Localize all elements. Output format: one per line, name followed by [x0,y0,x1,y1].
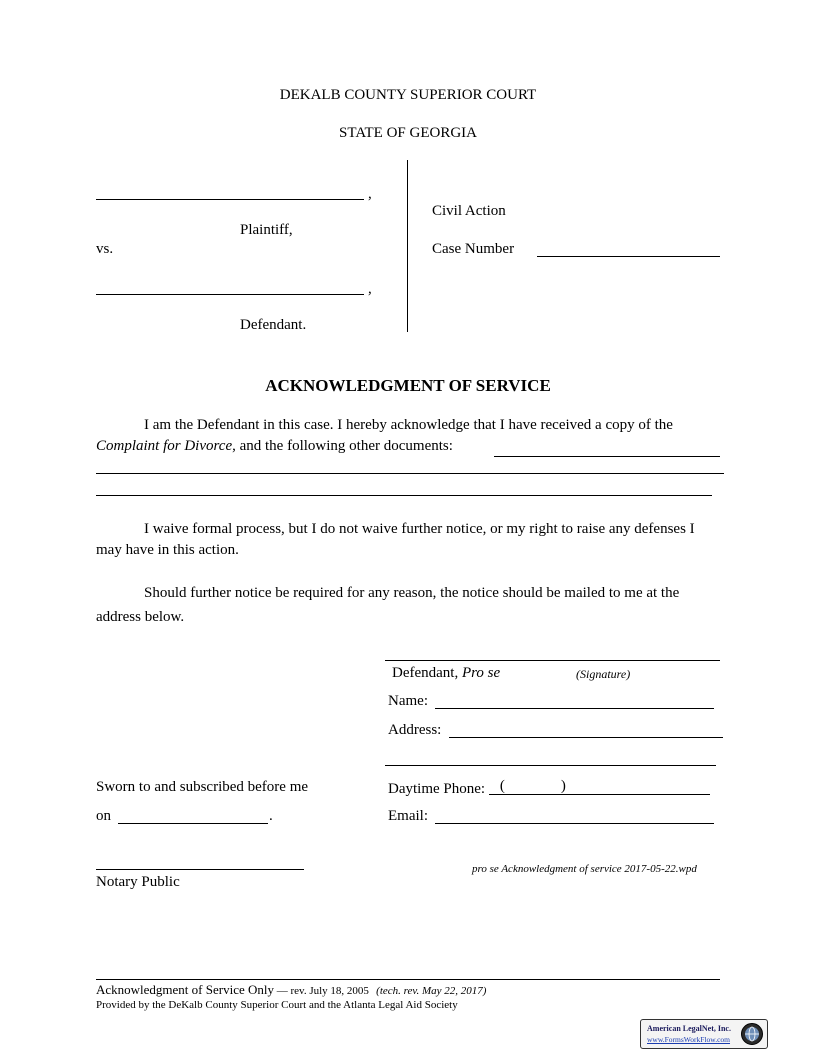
notary-signature-line[interactable] [96,869,304,870]
waiver-paragraph: I waive formal process, but I do not waive further notice, or my right to raise any defenses I may have in this action. [96,521,695,558]
footer-rule [96,979,720,980]
footer-tech-rev: (tech. rev. May 22, 2017) [376,985,487,997]
acknowledgment-paragraph [96,415,724,457]
logo-website[interactable]: www.FormsWorkFlow.com [647,1035,731,1044]
court-name: DEKALB COUNTY SUPERIOR COURT [279,87,537,103]
para1-end: , and the following other documents: [232,438,453,454]
defendant-sig-label: Defendant, [392,665,462,681]
documents-line-1[interactable] [494,456,720,457]
on-label: on [96,808,111,824]
file-reference: pro se Acknowledgment of service 2017-05-22.wpd [472,863,697,875]
address-line-1[interactable] [449,737,723,738]
defendant-label: Defendant. [240,317,307,333]
vs-label: vs. [96,241,114,257]
phone-line[interactable] [489,779,710,795]
logo-company: American LegalNet, Inc. [647,1024,731,1033]
notary-public-label: Notary Public [96,874,180,890]
globe-icon [740,1022,764,1046]
footer-rev: — rev. July 18, 2005 [273,985,369,997]
notice-paragraph: Should further notice be required for any reason, the notice should be mailed to me at the address below. [96,585,680,625]
sworn-text: Sworn to and subscribed before me [96,779,309,795]
american-legalnet-logo[interactable] [640,1019,768,1049]
civil-action-label: Civil Action [432,203,506,219]
documents-line-2[interactable] [96,473,724,474]
complaint-title: Complaint for Divorce [96,438,233,454]
email-line[interactable] [435,823,714,824]
phone-paren-open: ( [499,778,505,794]
defendant-name-line[interactable] [96,294,364,295]
email-label: Email: [388,808,428,824]
document-title: ACKNOWLEDGMENT OF SERVICE [265,376,551,395]
name-line[interactable] [435,708,714,709]
caption-divider [407,160,408,332]
para1-start: I am the Defendant in this case. I hereby acknowledge that I have received a copy of the [144,417,673,433]
signature-hint: (Signature) [576,667,631,681]
defendant-pro-se-label [392,665,500,682]
footer-provided-by: Provided by the DeKalb County Superior Court and the Atlanta Legal Aid Society [96,999,458,1011]
defendant-comma: , [368,281,372,297]
signature-line[interactable] [385,660,720,661]
plaintiff-label: Plaintiff, [240,222,293,238]
state-name: STATE OF GEORGIA [339,125,477,141]
case-number-line[interactable] [537,256,720,257]
notary-period: . [269,808,273,824]
footer-form-line [96,982,486,998]
notary-date-line[interactable] [118,823,268,824]
plaintiff-name-line[interactable] [96,199,364,200]
phone-row [388,779,710,798]
case-number-label: Case Number [432,241,515,257]
address-label: Address: [388,722,442,738]
plaintiff-comma: , [368,186,372,202]
address-line-2[interactable] [385,765,716,766]
documents-line-3[interactable] [96,495,712,496]
name-label: Name: [388,693,428,709]
pro-se-label: Pro se [461,665,501,681]
phone-label: Daytime Phone: [388,781,486,797]
phone-paren-close: ) [560,778,566,794]
footer-form-name: Acknowledgment of Service Only [96,982,274,997]
